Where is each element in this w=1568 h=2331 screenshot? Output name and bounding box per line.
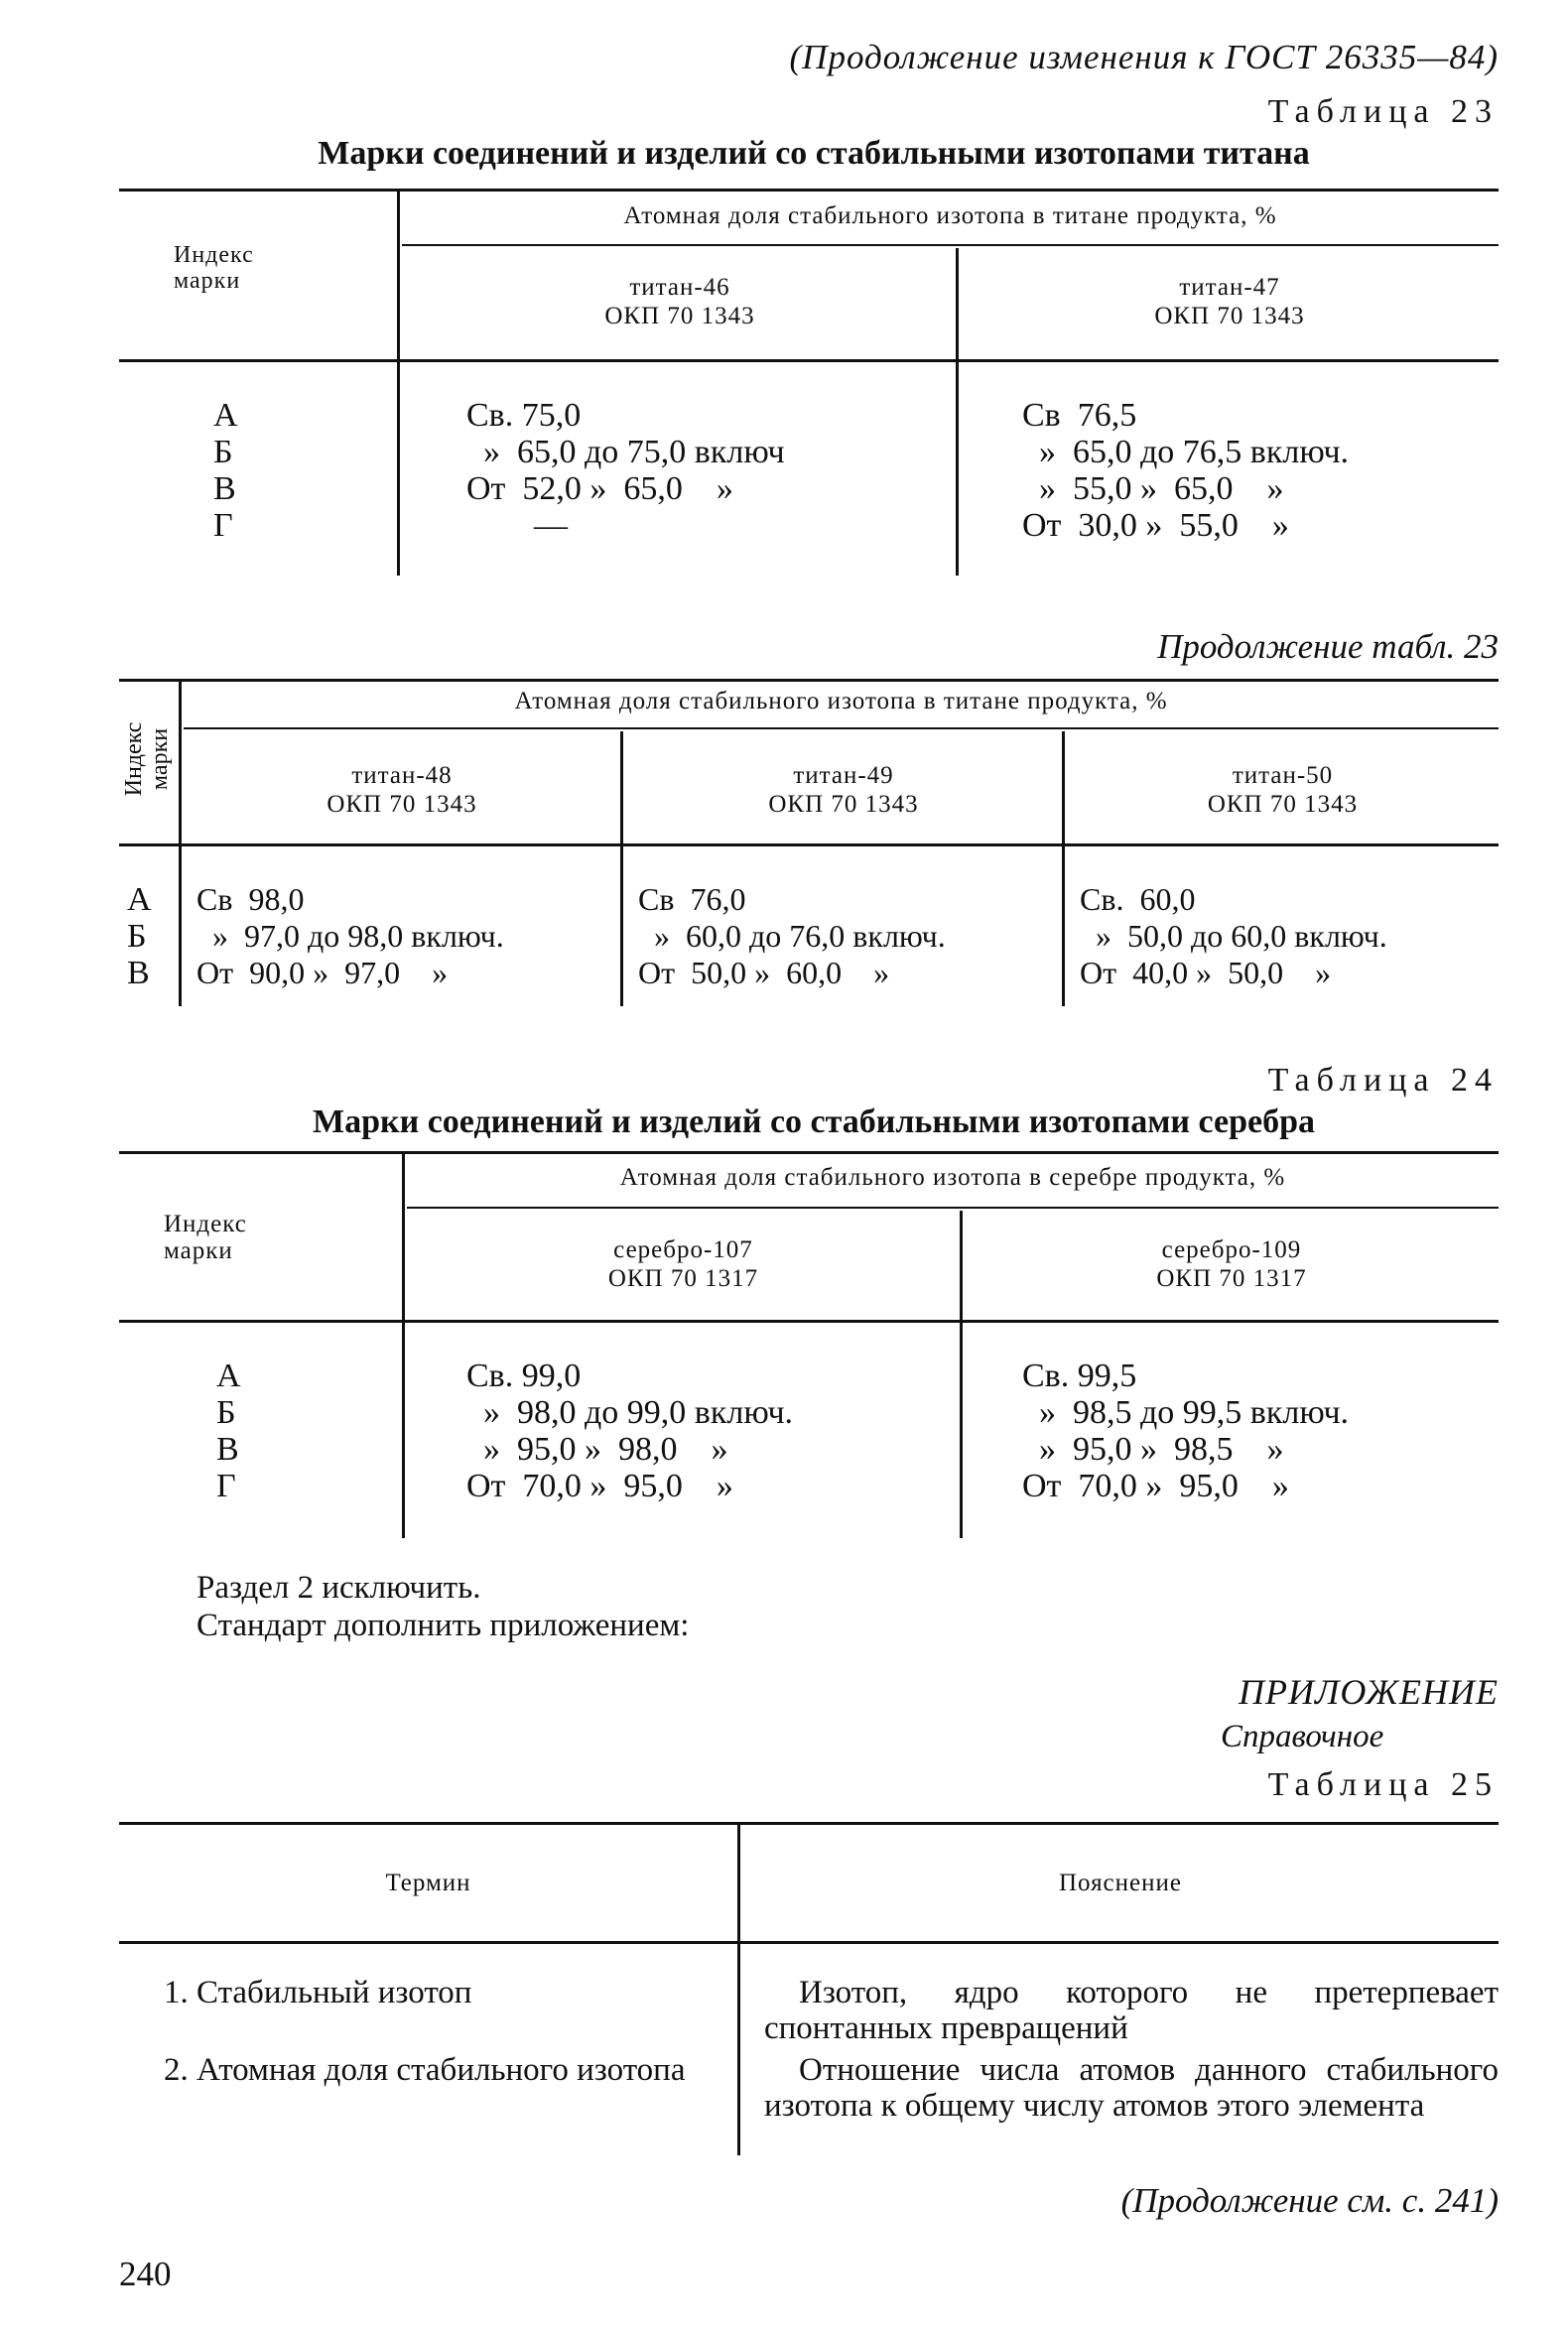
table-23-title: Марки соединений и изделий со стабильными изотопами титана xyxy=(318,135,1310,172)
table-25-row-1-term: 1. Стабильный изотоп xyxy=(164,1975,472,2010)
table-23-cont-col-titan-49: титан-49 ОКП 70 1343 xyxy=(768,762,919,818)
table-25-col-explanation: Пояснение xyxy=(1058,1870,1182,1896)
appendix-subtitle: Справочное xyxy=(1221,1719,1384,1754)
body-line-1: Раздел 2 исключить. xyxy=(196,1570,481,1606)
table-23-cont-col2-values: Св 76,0 » 60,0 до 76,0 включ. От 50,0 » 60,0 » xyxy=(638,881,946,990)
table-24-index-header: Индекс марки xyxy=(164,1211,247,1264)
table-24-col-serebro-109: серебро-109 ОКП 70 1317 xyxy=(1156,1236,1307,1292)
table-24-col1-values: Св. 99,0 » 98,0 до 99,0 включ. » 95,0 » 98,0 » От 70,0 » 95,0 » xyxy=(466,1358,794,1504)
table-24-col-serebro-107: серебро-107 ОКП 70 1317 xyxy=(607,1236,759,1292)
table-24-group-header: Атомная доля стабильного изотопа в серебре продукта, % xyxy=(619,1164,1286,1191)
table-25-row-2-explanation: Отношение числа атомов данного стабильного изотопа к общему числу атомов этого элемента xyxy=(764,2052,1499,2124)
table-25-row-1-explanation: Изотоп, ядро которого не претерпевает спонтанных превращений xyxy=(764,1975,1499,2046)
table-23-label: Таблица 23 xyxy=(1267,93,1499,130)
appendix-title: ПРИЛОЖЕНИЕ xyxy=(1239,1672,1499,1712)
page-number: 240 xyxy=(119,2255,172,2293)
table-23-continuation-label: Продолжение табл. 23 xyxy=(1157,627,1499,666)
table-24-index-values: А Б В Г xyxy=(216,1358,241,1504)
table-23-cont-col1-values: Св 98,0 » 97,0 до 98,0 включ. От 90,0 » 97,0 » xyxy=(196,881,504,990)
table-23-col-titan-46: титан-46 ОКП 70 1343 xyxy=(604,274,755,329)
table-24-col2-values: Св. 99,5 » 98,5 до 99,5 включ. » 95,0 » 98,5 » От 70,0 » 95,0 » xyxy=(1022,1358,1350,1504)
table-24-label: Таблица 24 xyxy=(1267,1062,1499,1099)
table-23-cont-col3-values: Св. 60,0 » 50,0 до 60,0 включ. От 40,0 » 50,0 » xyxy=(1080,881,1387,990)
table-23-cont-index-header: Индекс марки xyxy=(121,721,173,797)
table-23-col1-values: Св. 75,0 » 65,0 до 75,0 включ От 52,0 » 65,0 » — xyxy=(466,397,785,544)
table-23-col-titan-47: титан-47 ОКП 70 1343 xyxy=(1154,274,1305,329)
table-23-col2-values: Св 76,5 » 65,0 до 76,5 включ. » 55,0 » 65,0 » От 30,0 » 55,0 » xyxy=(1022,397,1350,544)
table-23-cont-col-titan-50: титан-50 ОКП 70 1343 xyxy=(1207,762,1359,818)
table-23-index-header: Индекс марки xyxy=(174,242,254,294)
table-23-cont-col-titan-48: титан-48 ОКП 70 1343 xyxy=(327,762,477,818)
continuation-footer: (Продолжение см. с. 241) xyxy=(1120,2181,1499,2220)
table-25-col-term: Термин xyxy=(385,1870,471,1896)
continuation-header: (Продолжение изменения к ГОСТ 26335—84) xyxy=(789,38,1499,76)
table-23-index-values: А Б В Г xyxy=(213,397,238,544)
table-23-group-header: Атомная доля стабильного изотопа в титане продукта, % xyxy=(623,202,1277,229)
table-25-row-2-term: 2. Атомная доля стабильного изотопа xyxy=(164,2052,686,2088)
body-line-2: Стандарт дополнить приложением: xyxy=(196,1608,690,1643)
table-23-cont-group-header: Атомная доля стабильного изотопа в титане продукта, % xyxy=(514,688,1168,714)
table-23-cont-index-values: А Б В xyxy=(127,881,152,991)
table-25-label: Таблица 25 xyxy=(1267,1766,1499,1803)
table-24-title: Марки соединений и изделий со стабильными изотопами серебра xyxy=(313,1103,1315,1140)
